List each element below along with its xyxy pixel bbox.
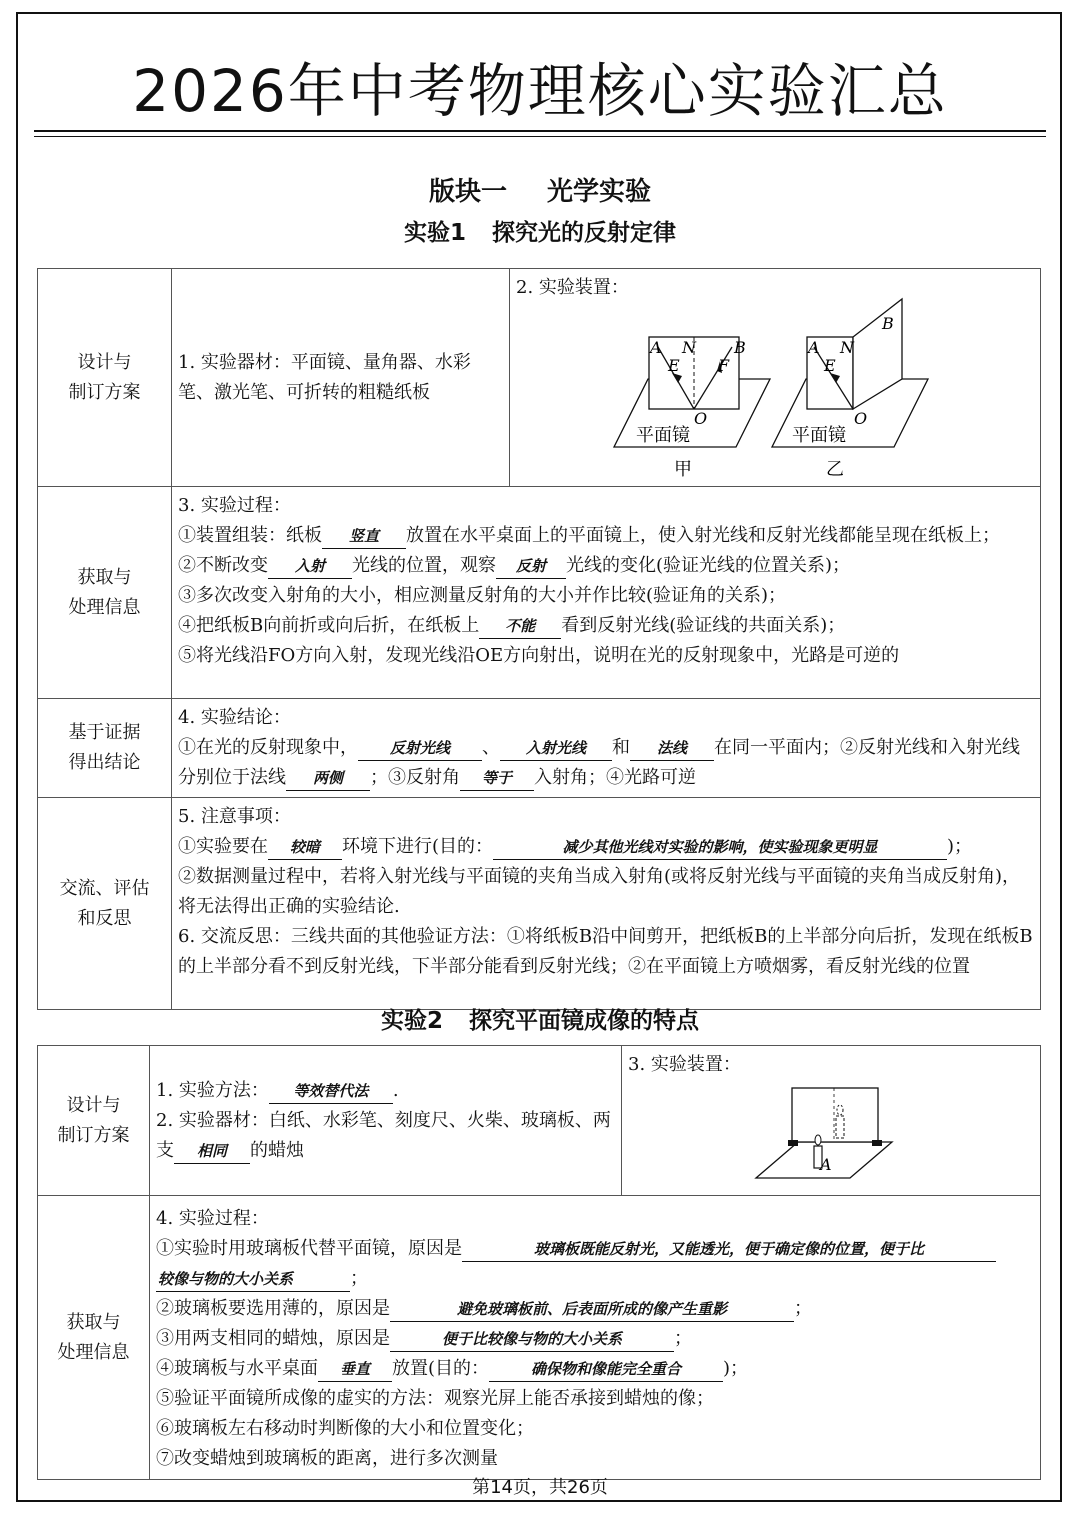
label-B: B (882, 314, 894, 333)
row-label: 交流、评估 和反思 (38, 798, 172, 1010)
answer-blank: 避免玻璃板前、后表面所成的像产生重影 (390, 1297, 794, 1322)
exp2-title (0, 1004, 1080, 1038)
answer-blank: 垂直 (318, 1357, 392, 1382)
label-mirror: 平面镜 (792, 425, 846, 446)
label-O: O (854, 409, 868, 428)
answer-blank: 反射光线 (358, 736, 482, 761)
section-name: 光学实验 (547, 177, 652, 207)
reflection-apparatus-figure (510, 269, 1040, 485)
exp2-apparatus (622, 1046, 1040, 1194)
label-jia: 甲 (674, 459, 692, 480)
row-label: 获取与 处理信息 (38, 487, 172, 699)
page-footer: 第14页，共26页 (472, 1477, 608, 1498)
exp1-materials: 1. 实验器材：平面镜、量角器、水彩笔、激光笔、可折转的粗糙纸板 (178, 351, 471, 403)
exp1-conclusion: 4. 实验结论： ①在光的反射现象中， 反射光线 、 入射光线 和 法线 在同一平面内；②反射光线和入射光线分别位于法线 两侧 ；③反射角 等于 入射角；④光路可逆 (172, 699, 1040, 797)
row-label: 设计与 制订方案 (38, 1046, 150, 1196)
answer-blank: 两侧 (286, 766, 370, 791)
exp2-design: 1. 实验方法： 等效替代法 . 2. 实验器材：白纸、水彩笔、刻度尺、火柴、玻璃板、两支 相同 的蜡烛 (150, 1072, 621, 1170)
exp1-row-process (38, 487, 1041, 699)
label-N: N (840, 338, 854, 357)
answer-blank: 较暗 (268, 835, 342, 860)
label-B: B (734, 338, 746, 357)
answer-blank: 确保物和像能完全重合 (489, 1357, 723, 1382)
exp2-row-design (38, 1046, 1041, 1196)
answer-blank: 等效替代法 (269, 1079, 393, 1104)
plane-mirror-apparatus-figure (622, 1046, 1040, 1194)
exp1-row-design (38, 269, 1041, 487)
section-title (0, 174, 1080, 210)
answer-blank: 便于比较像与物的大小关系 (390, 1327, 674, 1352)
title-rule (34, 130, 1046, 132)
apparatus-caption: 3. 实验装置： (628, 1054, 741, 1075)
exp1-table (37, 268, 1041, 1010)
exp2-name: 探究平面镜成像的特点 (469, 1008, 699, 1034)
exp1-apparatus (510, 269, 1040, 485)
answer-blank: 不能 (479, 614, 561, 639)
answer-blank: 等于 (460, 766, 534, 791)
page-title: 2026年中考物理核心实验汇总 (132, 57, 948, 125)
section-part: 版块一 (428, 177, 507, 207)
exp2-table (37, 1045, 1041, 1480)
exp1-title (0, 216, 1080, 250)
row-label: 设计与 制订方案 (38, 269, 172, 487)
exp1-reflect: 5. 注意事项： ①实验要在 较暗 环境下进行(目的： 减少其他光线对实验的影响，使实验现象更明显 )； ②数据测量过程中，若将入射光线与平面镜的夹角当成入射角(或将反射光线与平面镜的夹角当成反射角)，将无法得出正确的实验结论. 6. 交流反思：三线共面的其他验证方法：①将纸板B沿中间剪开，把纸板B的上半部分向后折，发现在纸板B的上半部分看不到反射光线，下半部分能看到反射光线；②在平面镜上方喷烟雾，看反射光线的位置 (178, 806, 1033, 977)
exp1-row-conclusion (38, 699, 1041, 798)
label-A: A (650, 338, 662, 357)
answer-blank: 入射光线 (500, 736, 612, 761)
row-label: 基于证据 得出结论 (38, 699, 172, 798)
label-N: N (682, 338, 696, 357)
row-label: 获取与 处理信息 (38, 1196, 150, 1480)
label-A: A (820, 1155, 832, 1174)
answer-blank: 反射 (496, 554, 566, 579)
answer-blank: 较像与物的大小关系 (156, 1267, 350, 1292)
exp2-process: 4. 实验过程： ①实验时用玻璃板代替平面镜，原因是 玻璃板既能反射光，又能透光，便于确定像的位置，便于比 较像与物的大小关系 ； ②玻璃板要选用薄的，原因是 避免玻璃板前、后表面所成的像产生重影 ； ③用两支相同的蜡烛，原因是 便于比较像与物的大小关系 ； ④玻璃板与水平桌面 垂直 放置(目的： 确保物和像能完全重合 )； ⑤验证平面镜所成像的虚实的方法：观察光屏上能否承接到蜡烛的像； ⑥玻璃板左右移动时判断像的大小和位置变化； ⑦改变蜡烛到玻璃板的距离，进行多次测量 (150, 1196, 1040, 1478)
label-E: E (668, 356, 680, 375)
exp2-row-process (38, 1196, 1041, 1480)
answer-blank: 相同 (174, 1139, 250, 1164)
exp2-num: 实验2 (380, 1008, 443, 1034)
label-F: F (718, 356, 730, 375)
label-E: E (824, 356, 836, 375)
exp1-num: 实验1 (403, 220, 466, 246)
answer-blank: 减少其他光线对实验的影响，使实验现象更明显 (493, 835, 947, 860)
label-mirror: 平面镜 (636, 425, 690, 446)
answer-blank: 法线 (630, 736, 714, 761)
label-yi: 乙 (826, 459, 844, 480)
label-O: O (694, 409, 708, 428)
answer-blank: 入射 (268, 554, 352, 579)
answer-blank: 竖直 (322, 524, 406, 549)
apparatus-caption: 2. 实验装置： (516, 277, 629, 298)
exp1-row-reflect (38, 798, 1041, 1010)
answer-blank: 玻璃板既能反射光，又能透光，便于确定像的位置，便于比 (462, 1237, 996, 1262)
exp1-name: 探究光的反射定律 (492, 220, 676, 246)
title-rule-thin (34, 136, 1046, 137)
exp1-process: 3. 实验过程： ①装置组装：纸板 竖直 放置在水平桌面上的平面镜上，使入射光线和反射光线都能呈现在纸板上； ②不断改变 入射 光线的位置，观察 反射 光线的变化(验证光线的位置关系)； ③多次改变入射角的大小，相应测量反射角的大小并作比较(验证角的关系)； ④把纸板B向前折或向后折，在纸板上 不能 看到反射光线(验证线的共面关系)； ⑤将光线沿FO方向入射，发现光线沿OE方向射出，说明在光的反射现象中，光路是可逆的 (178, 495, 1000, 666)
label-A: A (808, 338, 820, 357)
